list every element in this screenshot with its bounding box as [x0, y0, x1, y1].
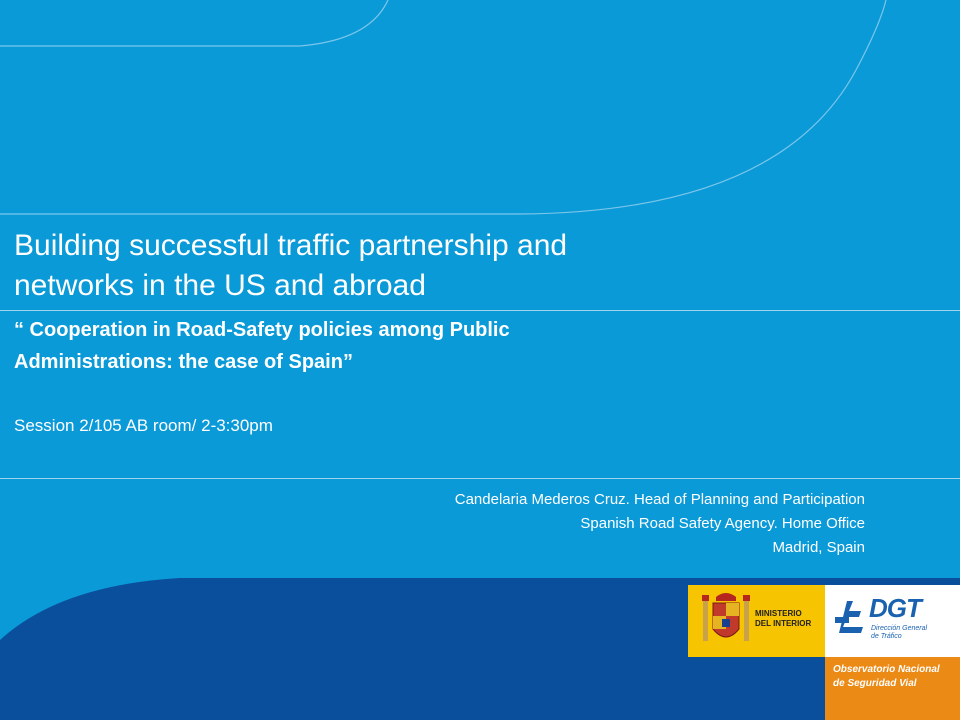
dgt-subtitle	[871, 625, 927, 641]
author-line: Madrid, Spain	[772, 539, 865, 556]
subtitle-line: “ Cooperation in Road-Safety policies among Public	[14, 319, 510, 341]
ministry-text	[755, 609, 811, 629]
title-line: Building successful traffic partnership and	[14, 229, 568, 262]
ministry-text-line: DEL INTERIOR	[755, 619, 812, 628]
subtitle-line: Administrations: the case of Spain”	[14, 351, 353, 373]
session-info: Session 2/105 AB room/ 2-3:30pm	[14, 416, 273, 435]
dgt-emblem-icon	[833, 599, 869, 643]
observatory-line: de Seguridad Vial	[833, 678, 917, 689]
dgt-subtitle-line: de Tráfico	[871, 633, 902, 640]
author-line: Candelaria Mederos Cruz. Head of Planning and Participation	[454, 491, 865, 508]
coat-of-arms-icon	[696, 589, 756, 653]
observatory-line: Observatorio Nacional	[833, 664, 940, 675]
divider-bottom	[0, 478, 960, 479]
divider-top	[0, 310, 960, 311]
dgt-subtitle-line: Dirección General	[871, 625, 928, 632]
dgt-logo	[825, 585, 960, 657]
observatory-label	[825, 657, 960, 720]
author-line: Spanish Road Safety Agency. Home Office	[580, 515, 865, 532]
logo-panel	[688, 585, 960, 720]
title-line: networks in the US and abroad	[14, 269, 426, 302]
ministry-text-line: MINISTERIO	[755, 609, 802, 618]
slide-title	[14, 226, 774, 306]
slide-subtitle	[14, 314, 774, 378]
dgt-wordmark: DGT	[869, 593, 921, 623]
author-block	[265, 488, 865, 560]
ministry-logo	[688, 585, 825, 657]
